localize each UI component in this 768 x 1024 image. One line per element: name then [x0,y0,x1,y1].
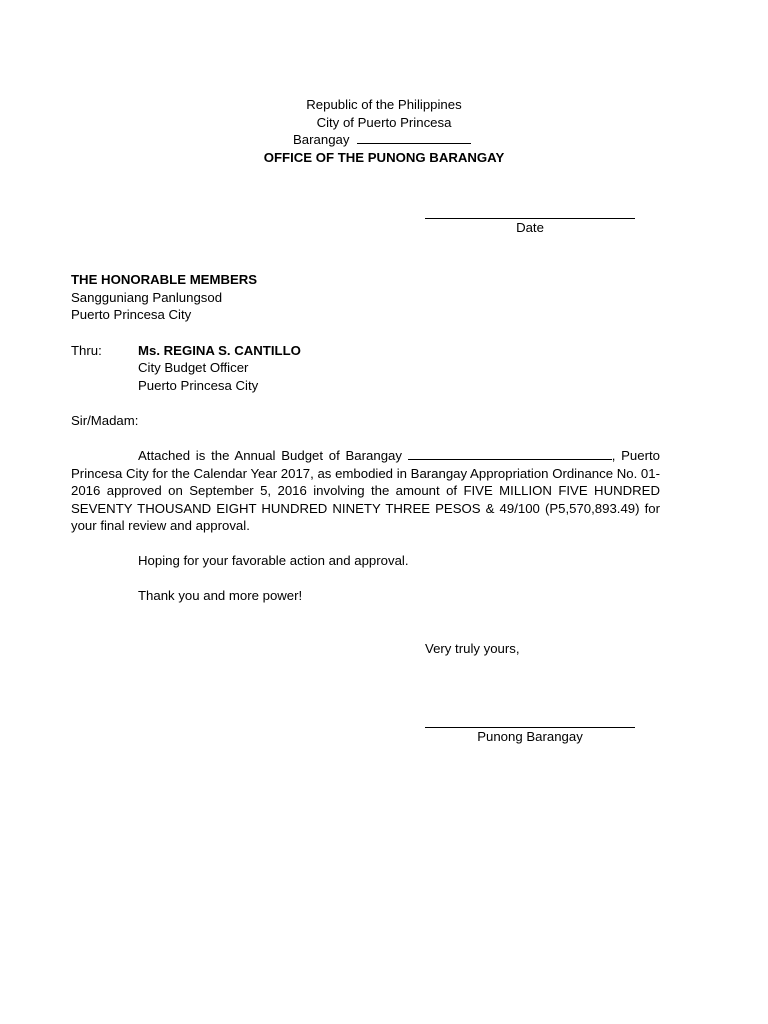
salutation: Sir/Madam: [71,413,139,428]
thru-place: Puerto Princesa City [138,378,259,393]
body-paragraph-2: Hoping for your favorable action and approval. [138,553,409,568]
body-paragraph-3: Thank you and more power! [138,588,303,603]
body-paragraph-1-start: Attached is the Annual Budget of Barangay [138,448,402,463]
date-label: Date [516,220,544,235]
thru-title: City Budget Officer [138,360,249,375]
thru-label: Thru: [71,343,102,358]
header-barangay-label: Barangay [293,132,350,147]
addressee-line-2: Sangguniang Panlungsod [71,290,223,305]
closing: Very truly yours, [425,641,520,656]
body-paragraph-1-rest: , Puerto Princesa City for the Calendar Year 2017, as embodied in Barangay Appropriation Ordinance No. 01-2016 approved on September 5, 2016 involving the amount of FIVE MILLION FIVE HUNDRED SEVENTY THOUSAND EIGHT HUNDRED NINETY THREE PESOS & 49/100 (P5,570,893.49) for your final review and approval. [71,448,660,533]
header-barangay-line [293,131,471,148]
addressee-line-3: Puerto Princesa City [71,307,192,322]
barangay-name-blank-line [408,447,612,460]
body-paragraph-1 [71,447,660,535]
header-office: OFFICE OF THE PUNONG BARANGAY [263,150,505,165]
barangay-blank-line [357,131,471,144]
header-city: City of Puerto Princesa [316,115,452,130]
header-republic: Republic of the Philippines [306,97,462,112]
thru-name: Ms. REGINA S. CANTILLO [138,343,301,358]
addressee-line-1: THE HONORABLE MEMBERS [71,272,258,287]
signature-label: Punong Barangay [477,729,583,744]
